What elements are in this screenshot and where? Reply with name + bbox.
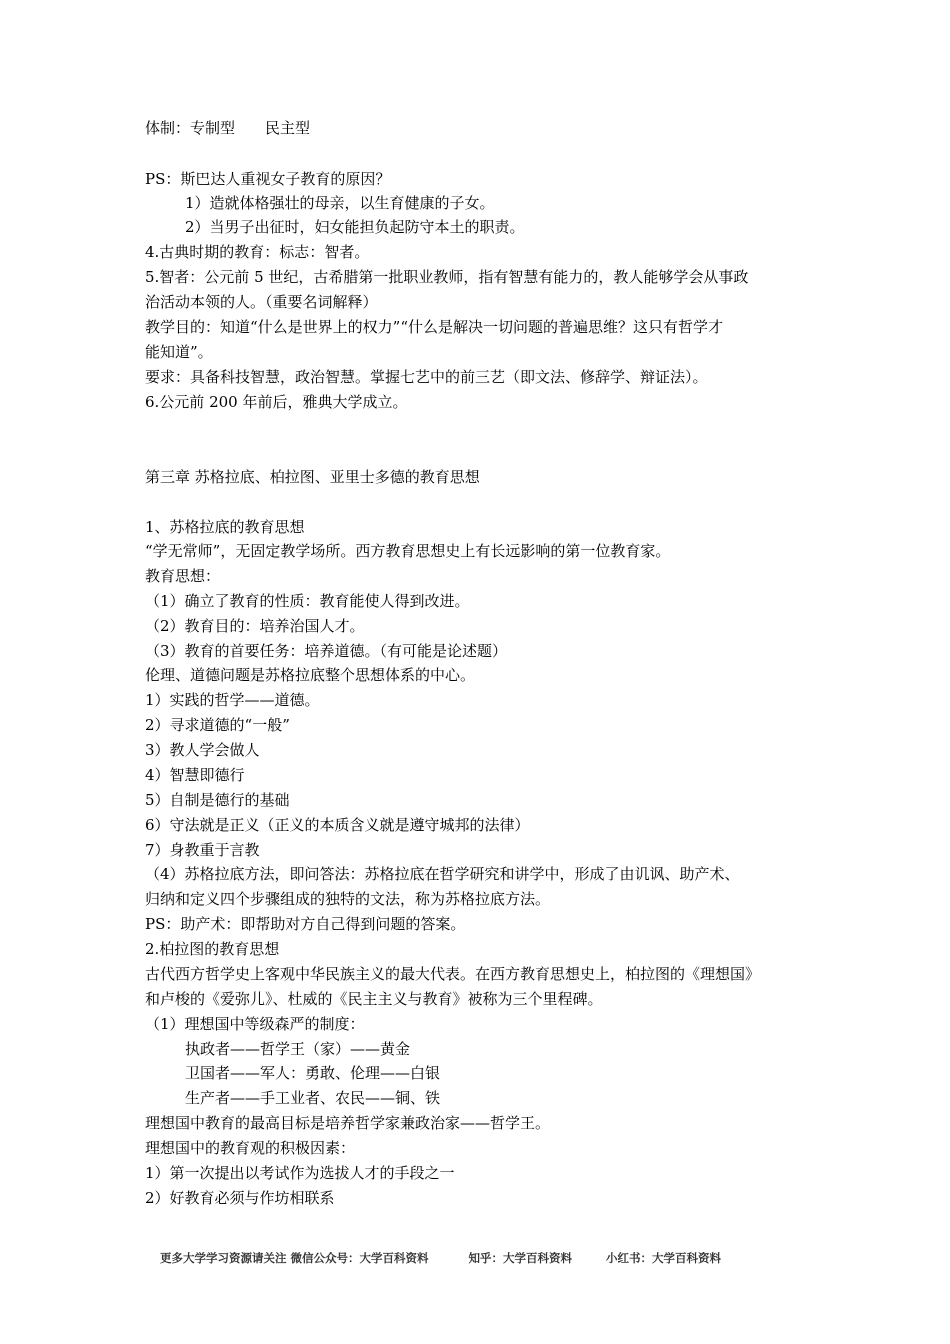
highest-goal-line: 理想国中教育的最高目标是培养哲学家兼政治家——哲学王。	[145, 1114, 551, 1132]
thought-item-1: （1）确立了教育的性质：教育能使人得到改进。	[145, 592, 470, 610]
ethics-item-4: 4）智慧即德行	[145, 766, 245, 784]
system-type-line: 体制：专制型 民主型	[145, 119, 311, 137]
socratic-method-line-1: （4）苏格拉底方法，即问答法：苏格拉底在哲学研究和讲学中，形成了由讥讽、助产术、	[145, 865, 740, 883]
socrates-intro: “学无常师”，无固定教学场所。西方教育思想史上有长远影响的第一位教育家。	[145, 542, 671, 560]
republic-hierarchy-label: （1）理想国中等级森严的制度：	[145, 1015, 365, 1033]
teaching-goal-line-2: 能知道”。	[145, 343, 213, 361]
thought-item-3: （3）教育的首要任务：培养道德。（有可能是论述题）	[145, 642, 508, 660]
positive-factors-label: 理想国中的教育观的积极因素：	[145, 1139, 356, 1157]
plato-intro-line-1: 古代西方哲学史上客观中华民族主义的最大代表。在西方教育思想史上，柏拉图的《理想国》	[145, 965, 761, 983]
requirement-line: 要求：具备科技智慧，政治智慧。掌握七艺中的前三艺（即文法、修辞学、辩证法）。	[145, 368, 708, 386]
sophist-definition-line-2: 治活动本领的人。（重要名词解释）	[145, 293, 378, 311]
maieutics-note: PS：助产术：即帮助对方自己得到问题的答案。	[145, 915, 466, 933]
ethics-item-5: 5）自制是德行的基础	[145, 791, 290, 809]
athens-university-line: 6.公元前 200 年前后，雅典大学成立。	[145, 393, 408, 411]
ethics-item-1: 1）实践的哲学——道德。	[145, 691, 320, 709]
socratic-method-line-2: 归纳和定义四个步骤组成的独特的文法，称为苏格拉底方法。	[145, 890, 551, 908]
reason-item-2: 2）当男子出征时，妇女能担负起防守本土的职责。	[185, 218, 525, 236]
ethics-item-3: 3）教人学会做人	[145, 741, 260, 759]
positive-factor-1: 1）第一次提出以考试作为选拔人才的手段之一	[145, 1164, 455, 1182]
ethics-item-6: 6）守法就是正义（正义的本质含义就是遵守城邦的法律）	[145, 816, 530, 834]
socrates-heading: 1、苏格拉底的教育思想	[145, 518, 305, 536]
footer-wechat: 更多大学学习资源请关注 微信公众号：大学百科资料	[160, 1251, 429, 1265]
plato-intro-line-2: 和卢梭的《爱弥儿》、杜威的《民主主义与教育》被称为三个里程碑。	[145, 990, 603, 1008]
ethics-item-2: 2）寻求道德的“一般”	[145, 716, 290, 734]
page-footer	[160, 1250, 721, 1266]
plato-heading: 2.柏拉图的教育思想	[145, 940, 280, 958]
footer-zhihu: 知乎：大学百科资料	[468, 1251, 573, 1265]
ethics-center-line: 伦理、道德问题是苏格拉底整个思想体系的中心。	[145, 666, 476, 684]
teaching-goal-line-1: 教学目的：知道“什么是世界上的权力”“什么是解决一切问题的普遍思维？这只有哲学才	[145, 318, 724, 336]
thought-item-2: （2）教育目的：培养治国人才。	[145, 617, 365, 635]
classical-education-line: 4.古典时期的教育：标志：智者。	[145, 243, 370, 261]
hierarchy-rulers: 执政者——哲学王（家）——黄金	[185, 1040, 411, 1058]
hierarchy-producers: 生产者——手工业者、农民——铜、铁	[185, 1089, 441, 1107]
ps-question-line: PS：斯巴达人重视女子教育的原因？	[145, 170, 391, 188]
education-thought-label: 教育思想：	[145, 567, 221, 585]
reason-item-1: 1）造就体格强壮的母亲，以生育健康的子女。	[185, 194, 495, 212]
positive-factor-2: 2）好教育必须与作坊相联系	[145, 1189, 335, 1207]
ethics-item-7: 7）身教重于言教	[145, 841, 260, 859]
hierarchy-guardians: 卫国者——军人：勇敢、伦理——白银	[185, 1064, 441, 1082]
chapter-title: 第三章 苏格拉底、柏拉图、亚里士多德的教育思想	[145, 468, 480, 486]
footer-xiaohongshu: 小红书：大学百科资料	[606, 1251, 722, 1265]
sophist-definition-line-1: 5.智者：公元前 5 世纪，古希腊第一批职业教师，指有智慧有能力的，教人能够学会从事政	[145, 268, 749, 286]
